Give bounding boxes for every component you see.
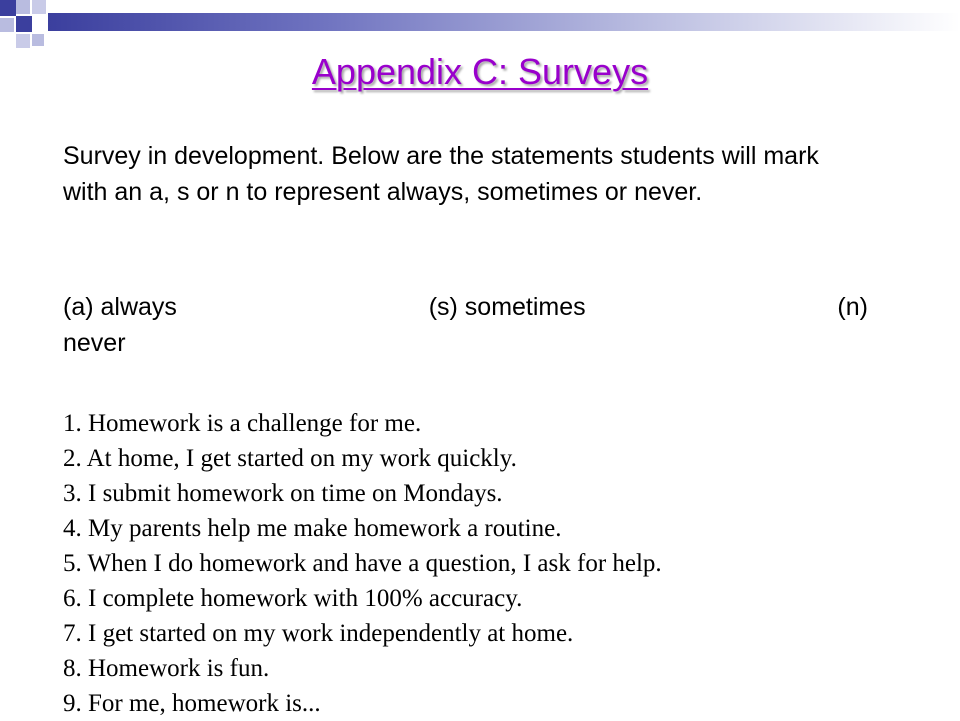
deco-square-light xyxy=(32,0,46,14)
legend-never-code: (n) xyxy=(837,293,868,321)
page-title: Appendix C: Surveys xyxy=(311,51,649,92)
deco-square-dark xyxy=(0,0,16,16)
intro-paragraph xyxy=(63,138,863,210)
deco-square-light xyxy=(32,34,44,46)
legend-never-word: never xyxy=(63,329,126,357)
list-item: 2. At home, I get started on my work quickly. xyxy=(63,445,517,472)
deco-square-light xyxy=(16,0,30,14)
response-legend xyxy=(63,289,873,361)
list-item: 9. For me, homework is... xyxy=(63,690,321,717)
list-item: 1. Homework is a challenge for me. xyxy=(63,410,422,437)
legend-always: (a) always xyxy=(63,293,177,321)
deco-square-light xyxy=(16,34,30,48)
list-item: 7. I get started on my work independently at home. xyxy=(63,620,574,647)
list-item: 8. Homework is fun. xyxy=(63,655,270,682)
list-item: 3. I submit homework on time on Mondays. xyxy=(63,480,503,507)
list-item: 5. When I do homework and have a question, I ask for help. xyxy=(63,550,662,577)
deco-square-light xyxy=(0,18,14,32)
intro-text: Survey in development. Below are the statements students will mark with an a, s or n to represent always, sometimes or never. xyxy=(63,142,819,206)
list-item: 4. My parents help me make homework a routine. xyxy=(63,515,562,542)
survey-statements xyxy=(63,406,943,721)
deco-square-dark xyxy=(16,16,32,32)
header-gradient-bar xyxy=(48,13,960,31)
list-item: 6. I complete homework with 100% accuracy. xyxy=(63,585,523,612)
legend-row xyxy=(63,289,868,325)
legend-sometimes: (s) sometimes xyxy=(428,293,586,321)
